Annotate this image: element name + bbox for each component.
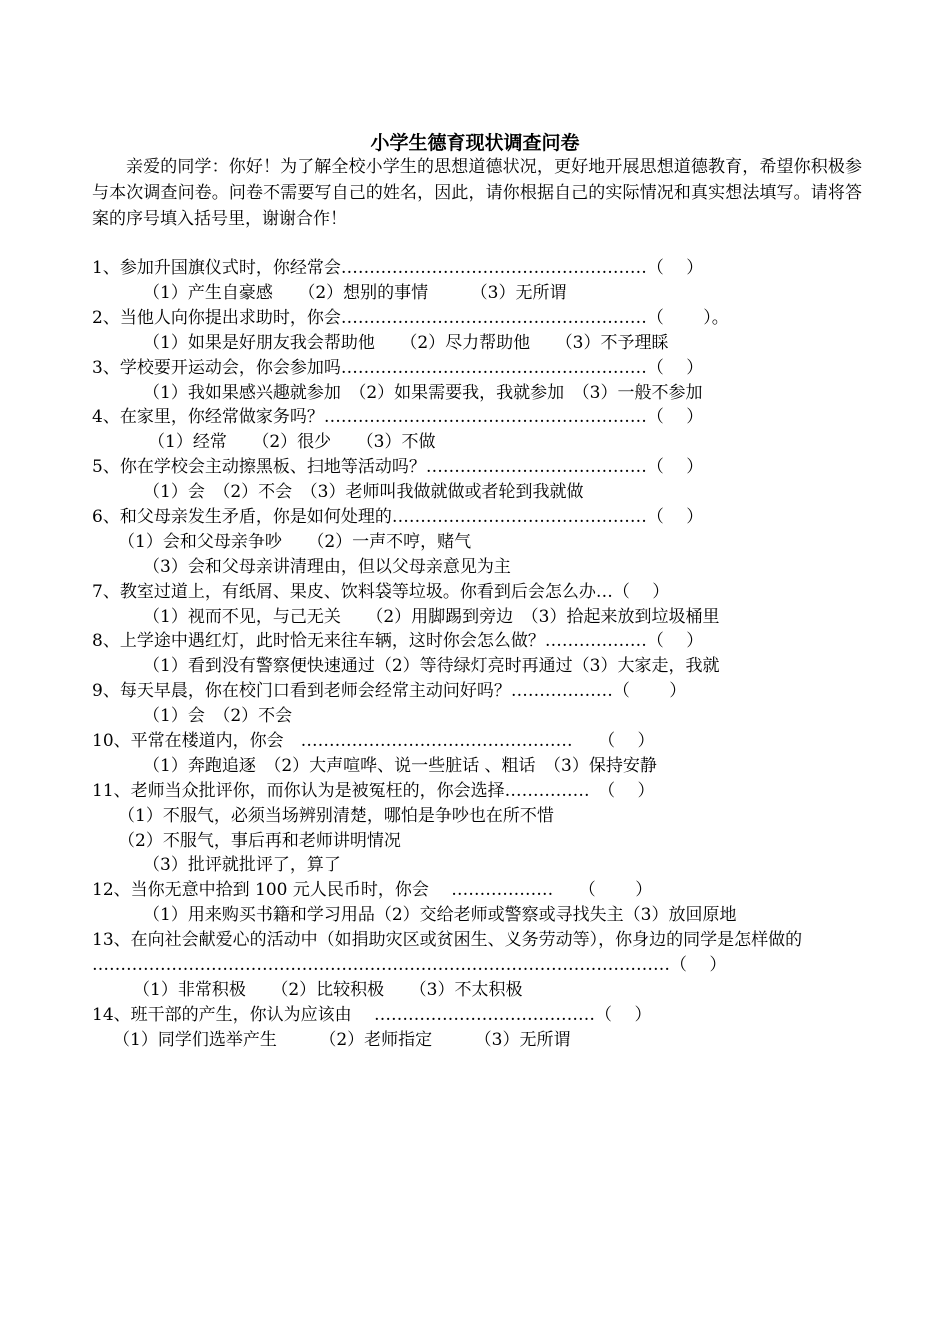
question-11: 11、老师当众批评你，而你认为是被冤枉的，你会选择…………… （ ） [92, 781, 655, 801]
question-8-options: （1）看到没有警察便快速通过（2）等待绿灯亮时再通过（3）大家走，我就 [143, 656, 720, 676]
question-12: 12、当你无意中拾到 100 元人民币时，你会 ……………… （ ） [92, 880, 653, 900]
question-14-options: （1）同学们选举产生 （2）老师指定 （3）无所谓 [113, 1030, 571, 1050]
question-2-options: （1）如果是好朋友我会帮助他 （2）尽力帮助他 （3）不予理睬 [143, 333, 669, 353]
question-5: 5、你在学校会主动擦黑板、扫地等活动吗？…………………………………（ ） [92, 457, 704, 477]
question-3: 3、学校要开运动会，你会参加吗………………………………………………（ ） [92, 358, 704, 378]
question-8: 8、上学途中遇红灯，此时恰无来往车辆，这时你会怎么做？………………（ ） [92, 631, 704, 651]
question-6: 6、和父母亲发生矛盾，你是如何处理的………………………………………（ ） [92, 507, 704, 527]
question-13: 13、在向社会献爱心的活动中（如捐助灾区或贫困生、义务劳动等），你身边的同学是怎样做的 [92, 930, 803, 950]
question-11-option-3: （3）批评就批评了，算了 [143, 855, 341, 875]
question-2: 2、当他人向你提出求助时，你会………………………………………………（ ）。 [92, 308, 729, 328]
question-5-options: （1）会 （2）不会 （3）老师叫我做就做或者轮到我就做 [143, 482, 584, 502]
question-10: 10、平常在楼道内，你会 ………………………………………… （ ） [92, 731, 655, 751]
question-9-options: （1）会 （2）不会 [143, 706, 293, 726]
question-6-options-a: （1）会和父母亲争吵 （2）一声不哼，赌气 [118, 532, 472, 552]
question-4-options: （1）经常 （2）很少 （3）不做 [148, 432, 436, 452]
page-title: 小学生德育现状调查问卷 [370, 132, 580, 154]
question-11-option-2: （2）不服气，事后再和老师讲明情况 [118, 831, 401, 851]
question-7: 7、教室过道上，有纸屑、果皮、饮料袋等垃圾。你看到后会怎么办…（ ） [92, 582, 670, 602]
question-1-options: （1）产生自豪感 （2）想别的事情 （3）无所谓 [143, 283, 567, 303]
question-3-options: （1）我如果感兴趣就参加 （2）如果需要我，我就参加 （3）一般不参加 [143, 383, 703, 403]
question-9: 9、每天早晨，你在校门口看到老师会经常主动问好吗？………………（ ） [92, 681, 687, 701]
question-11-option-1: （1）不服气，必须当场辨别清楚，哪怕是争吵也在所不惜 [118, 806, 554, 826]
question-10-options: （1）奔跑追逐 （2）大声喧哗、说一些脏话 、粗话 （3）保持安静 [143, 756, 657, 776]
question-7-options: （1）视而不见，与己无关 （2）用脚踢到旁边 （3）拾起来放到垃圾桶里 [143, 607, 720, 627]
question-4: 4、在家里，你经常做家务吗？…………………………………………………（ ） [92, 407, 704, 427]
intro-paragraph [92, 154, 862, 232]
question-1: 1、参加升国旗仪式时，你经常会………………………………………………（ ） [92, 258, 704, 278]
question-13-answer-line: …………………………………………………………………………………………（ ） [92, 955, 727, 975]
question-6-options-b: （3）会和父母亲讲清理由，但以父母亲意见为主 [143, 557, 511, 577]
question-12-options: （1）用来购买书籍和学习用品（2）交给老师或警察或寻找失主（3）放回原地 [143, 905, 737, 925]
intro-text: 亲爱的同学：你好！为了解全校小学生的思想道德状况，更好地开展思想道德教育，希望你积极参与本次调查问卷。问卷不需要写自己的姓名，因此，请你根据自己的实际情况和真实想法填写。请将答案的序号填入括号里，谢谢合作！ [92, 157, 862, 229]
question-13-options: （1）非常积极 （2）比较积极 （3）不太积极 [133, 980, 523, 1000]
question-14: 14、班干部的产生，你认为应该由 …………………………………（ ） [92, 1005, 652, 1025]
